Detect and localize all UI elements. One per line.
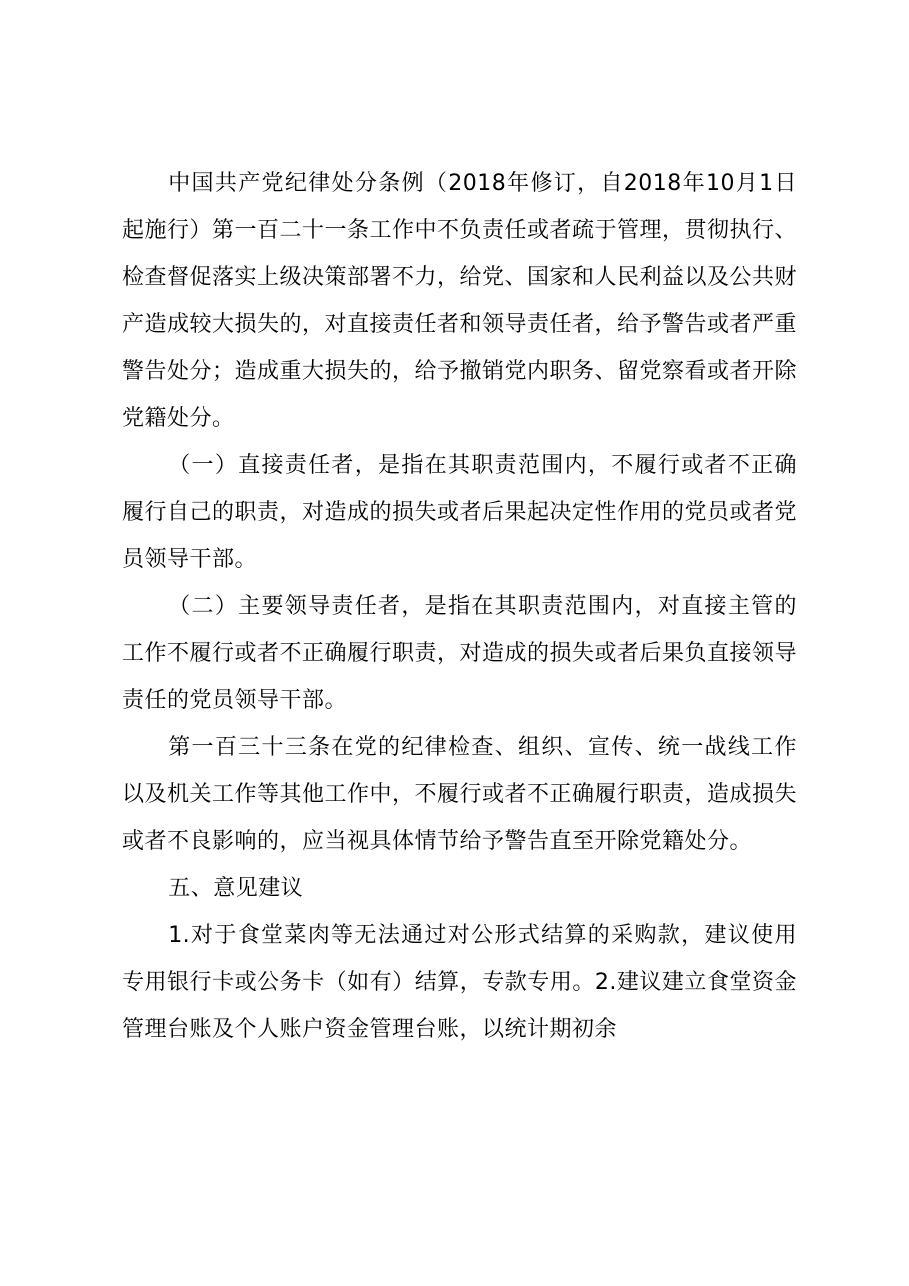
- paragraph-leading-responsible: （二）主要领导责任者，是指在其职责范围内，对直接主管的工作不履行或者不正确履行职责，对造成的损失或者后果负直接领导责任的党员领导干部。: [122, 594, 798, 713]
- paragraph-article-133: 第一百三十三条在党的纪律检查、组织、宣传、统一战线工作以及机关工作等其他工作中，不履行或者不正确履行职责，造成损失或者不良影响的，应当视具体情节给予警告直至开除党籍处分。: [122, 735, 798, 854]
- section-heading-suggestions: 五、意见建议: [168, 876, 304, 901]
- paragraph-article-121: 中国共产党纪律处分条例（2018年修订，自2018年10月1日起施行）第一百二十一条工作中不负责任或者疏于管理，贯彻执行、检查督促落实上级决策部署不力，给党、国家和人民利益以及公共财产造成较大损失的，对直接责任者和领导责任者，给予警告或者严重警告处分；造成重大损失的，给予撤销党内职务、留党察看或者开除党籍处分。: [122, 171, 798, 431]
- paragraph-suggestions: 1.对于食堂菜肉等无法通过对公形式结算的采购款，建议使用专用银行卡或公务卡（如有）结算，专款专用。2.建议建立食堂资金管理台账及个人账户资金管理台账，以统计期初余: [122, 923, 797, 1042]
- document-body: [122, 160, 797, 1053]
- paragraph-direct-responsible: （一）直接责任者，是指在其职责范围内，不履行或者不正确履行自己的职责，对造成的损失或者后果起决定性作用的党员或者党员领导干部。: [122, 453, 798, 572]
